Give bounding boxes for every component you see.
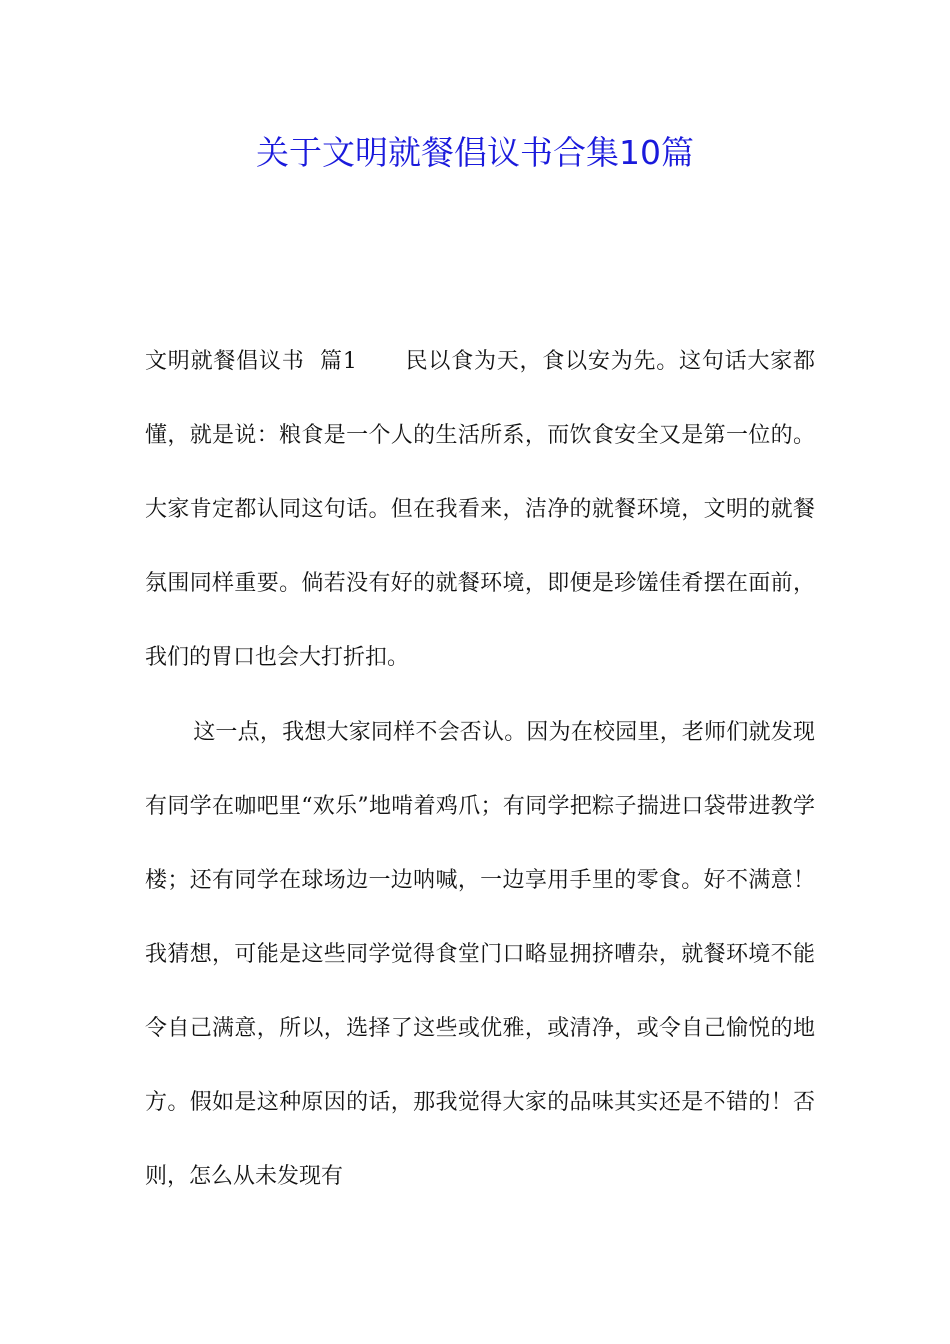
section-heading: 文明就餐倡议书 篇1 [145, 349, 357, 374]
document-title: 关于文明就餐倡议书合集10篇 [256, 133, 694, 172]
paragraph-1 [145, 325, 815, 695]
paragraph-1-text: 民以食为天，食以安为先。这句话大家都懂，就是说：粮食是一个人的生活所系，而饮食安全又是第一位的。大家肯定都认同这句话。但在我看来，洁净的就餐环境，文明的就餐氛围同样重要。倘若没有好的就餐环境，即便是珍馐佳肴摆在面前，我们的胃口也会大打折扣。 [145, 349, 815, 670]
paragraph-2-text: 这一点，我想大家同样不会否认。因为在校园里，老师们就发现有同学在咖吧里“欢乐”地啃着鸡爪；有同学把粽子揣进口袋带进教学楼；还有同学在球场边一边呐喊，一边享用手里的零食。好不满意！我猜想，可能是这些同学觉得食堂门口略显拥挤嘈杂，就餐环境不能令自己满意，所以，选择了这些或优雅，或清净，或令自己愉悦的地方。假如是这种原因的话，那我觉得大家的品味其实还是不错的！否则，怎么从未发现有 [145, 720, 815, 1189]
paragraph-2 [145, 696, 815, 1214]
